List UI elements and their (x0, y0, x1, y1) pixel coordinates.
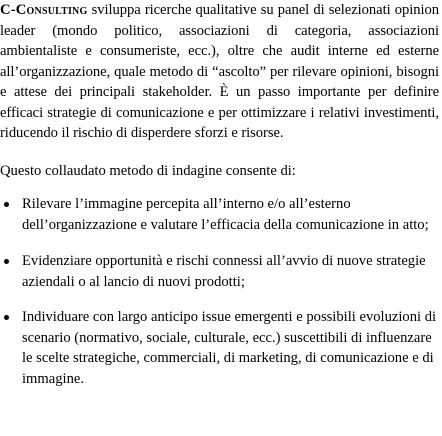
lead-sentence: Questo collaudato metodo di indagine consente di: (0, 162, 296, 179)
intro-text: sviluppa ricerche qualitative su panel di selezionati opinion leader (mondo politico, associazioni di categoria, associazioni ambientaliste e consumeriste, ecc.), oltre che audit interne ed esterne all’organizzazione, quale metodo di “ascolto” per rilevare opinioni, bisogni e attese dei principali stakeholder. È un passo importante per definire efficaci strategie di comunicazione e per ottimizzare i relativi investimenti, riducendo il rischio di disperdere sforzi e risorse. (0, 2, 439, 141)
list-item-text: Individuare con largo anticipo issue emergenti e possibili evoluzioni di scenario (normativo, sociale, culturale, ecc.) suscettibili di influenzare le scelte strategiche, commerciali, di marketing, di comunicazione e di immagine. (22, 309, 437, 387)
list-item-text: Rilevare l’immagine percepita all’interno e/o all’esterno dell’organizzazione e valutare l’efficacia della comunicazione in atto; (22, 196, 429, 233)
list-item-text: Evidenziare opportunità e rischi connessi all’avvio di nuove strategie aziendali o al lancio di nuovi prodotti; (22, 253, 426, 290)
list-item (0, 307, 439, 389)
list-item (0, 251, 439, 292)
intro-paragraph (0, 0, 439, 144)
bullet-dot-icon (4, 315, 9, 320)
bullet-dot-icon (4, 259, 9, 264)
brand-name: C-Consulting (0, 2, 88, 18)
list-item (0, 194, 439, 235)
bullet-dot-icon (4, 202, 9, 207)
bullet-list (0, 194, 439, 389)
